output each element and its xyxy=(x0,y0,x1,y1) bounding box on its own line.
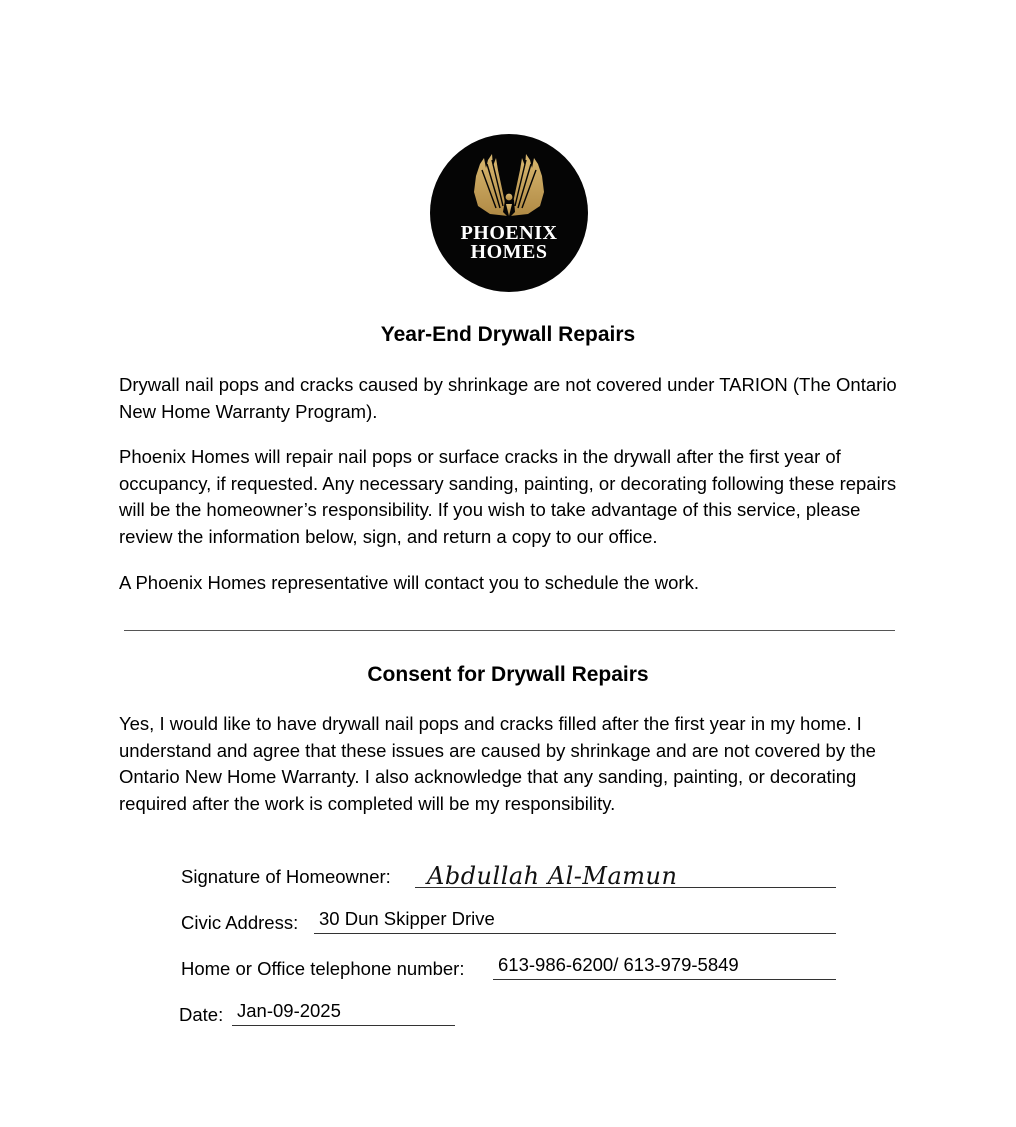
signature-line[interactable] xyxy=(415,863,836,888)
title-year-end-drywall-repairs: Year-End Drywall Repairs xyxy=(380,323,636,346)
paragraph-tarion-note: Drywall nail pops and cracks caused by shrinkage are not covered under TARION (The Ontario New Home Warranty Program). xyxy=(119,374,897,422)
phone-input[interactable] xyxy=(493,955,836,980)
paragraph-repair-policy: Phoenix Homes will repair nail pops or surface cracks in the drywall after the first year of occupancy, if requested. Any necessary sanding, painting, or decorating following these repairs will be the homeowner’s responsibility. If you wish to take advantage of this service, please review the information below, sign, and return a copy to our office. xyxy=(119,446,897,547)
address-value: 30 Dun Skipper Drive xyxy=(319,908,495,929)
paragraph-contact-note: A Phoenix Homes representative will contact you to schedule the work. xyxy=(119,572,699,593)
phoenix-homes-logo xyxy=(430,134,588,292)
section-divider xyxy=(124,630,895,631)
date-field-row xyxy=(179,1000,469,1030)
signature-label: Signature of Homeowner: xyxy=(181,866,391,887)
phone-label: Home or Office telephone number: xyxy=(181,958,465,979)
address-field-row xyxy=(181,908,841,938)
signature-field-row xyxy=(181,862,841,892)
phoenix-wings-icon xyxy=(430,134,588,292)
logo-text-homes: HOMES xyxy=(470,241,548,263)
paragraph-consent: Yes, I would like to have drywall nail pops and cracks filled after the first year in my home. I understand and agree that these issues are caused by shrinkage and are not covered by the Ontario New Home Warranty. I also acknowledge that any sanding, painting, or decorating required after the work is completed will be my responsibility. xyxy=(119,713,876,814)
signature-value: Abdullah Al-Mamun xyxy=(427,862,678,890)
date-label: Date: xyxy=(179,1004,224,1025)
phone-value: 613-986-6200/ 613-979-5849 xyxy=(498,954,739,975)
logo-text-phoenix: PHOENIX xyxy=(460,222,558,244)
date-input[interactable] xyxy=(232,1001,455,1026)
date-value: Jan-09-2025 xyxy=(237,1000,341,1021)
address-input[interactable] xyxy=(314,909,836,934)
title-consent: Consent for Drywall Repairs xyxy=(367,663,649,686)
phone-field-row xyxy=(181,954,841,984)
address-label: Civic Address: xyxy=(181,912,299,933)
